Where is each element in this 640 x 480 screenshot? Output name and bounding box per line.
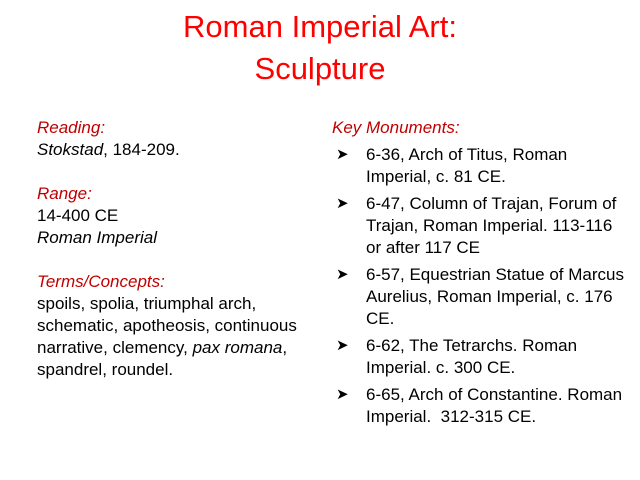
monument-item (332, 144, 632, 188)
monument-item (332, 335, 632, 379)
right-column (332, 117, 632, 433)
reading-section (37, 117, 307, 161)
title-line-2: Sculpture (254, 51, 386, 86)
terms-list (37, 293, 307, 381)
monument-text: 6-47, Column of Trajan, Forum of Trajan, Roman Imperial. 113-116 or after 117 CE (366, 194, 621, 257)
monument-text: 6-62, The Tetrarchs. Roman Imperial. c. 300 CE. (366, 336, 582, 377)
monument-text: 6-65, Arch of Constantine. Roman Imperial. 312-315 CE. (366, 385, 627, 426)
monuments-heading: Key Monuments: (332, 118, 460, 137)
monument-item (332, 384, 632, 428)
reading-heading: Reading: (37, 118, 106, 137)
terms-heading: Terms/Concepts: (37, 272, 165, 291)
terms-text-before: spoils, spolia, triumphal arch, schematic, apotheosis, continuous narrative, clemency, (37, 294, 297, 357)
monument-text: 6-36, Arch of Titus, Roman Imperial, c. 81 CE. (366, 145, 572, 186)
title-line-1: Roman Imperial Art: (183, 9, 457, 44)
range-period: Roman Imperial (37, 228, 157, 247)
monument-item (332, 193, 632, 259)
arrowhead-bullet-icon: ➤ (336, 195, 349, 212)
range-section (37, 183, 307, 249)
reading-author: Stokstad (37, 140, 104, 159)
arrowhead-bullet-icon: ➤ (336, 337, 349, 354)
monument-item (332, 264, 632, 330)
monument-text: 6-57, Equestrian Statue of Marcus Aurelius, Roman Imperial, c. 176 CE. (366, 265, 628, 328)
terms-section (37, 271, 307, 381)
arrowhead-bullet-icon: ➤ (336, 386, 349, 403)
arrowhead-bullet-icon: ➤ (336, 266, 349, 283)
arrowhead-bullet-icon: ➤ (336, 146, 349, 163)
range-heading: Range: (37, 184, 92, 203)
left-column (37, 117, 307, 403)
reading-pages: , 184-209. (103, 140, 180, 159)
slide-title (0, 6, 640, 90)
terms-italic-term: pax romana (192, 338, 283, 357)
reading-citation (37, 139, 307, 161)
terms-text-after: , spandrel, roundel. (37, 338, 288, 379)
range-dates: 14-400 CE (37, 206, 119, 225)
